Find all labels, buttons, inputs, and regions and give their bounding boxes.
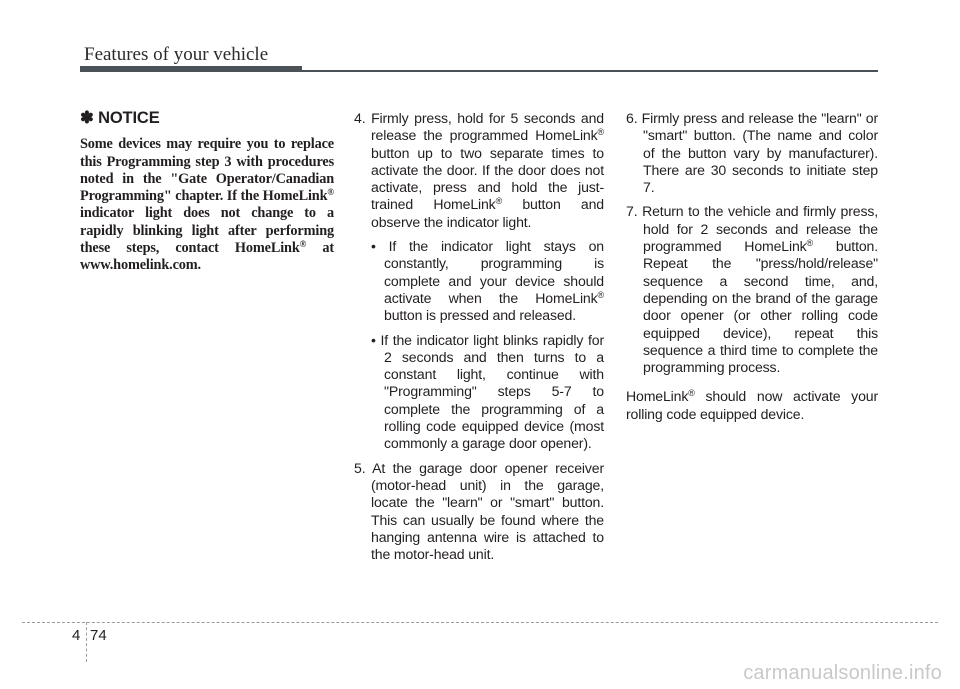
bullet-blinking-light: • If the indicator light blinks rapidly for 2 seconds and then turns to a constant light, continue with "Programming" steps 5-7 to complete the programming of a rolling code equipped device (most commonly a garage door opener).: [371, 331, 604, 452]
step-4: [354, 110, 604, 231]
page-number: 74: [90, 627, 107, 644]
header-rule: [302, 70, 878, 72]
final-text: should now activate your rolling code equipped device.: [626, 388, 878, 422]
notice-text: [80, 136, 334, 274]
chapter-number: 4: [72, 627, 81, 644]
step-7: [626, 203, 878, 376]
header-bar: [80, 66, 302, 72]
notice-heading: ✽ NOTICE: [80, 109, 160, 127]
step-text: button and observe the indicator light.: [371, 196, 605, 230]
registered-mark: ®: [806, 238, 814, 249]
bullet-constant-light: [354, 238, 604, 324]
bullet-text: button is pressed and released.: [384, 307, 577, 324]
step-text: 4. Firmly press, hold for 5 seconds and release the programmed HomeLink: [354, 110, 604, 144]
bullet-text: • If the indicator light stays on constantly, programming is complete and your device should activate when the HomeLink: [371, 238, 604, 306]
notice-text-part: indicator light does not change to a rapidly blinking light after performing these steps, contact HomeLink: [80, 205, 334, 257]
section-title: Features of your vehicle: [84, 44, 269, 65]
watermark: carmanualsonline.info: [743, 662, 942, 684]
step-5: 5. At the garage door opener receiver (motor-head unit) in the garage, locate the "learn" or "smart" button. This can usually be found where the hanging antenna wire is attached to the motor-head unit.: [354, 459, 604, 563]
notice-column: [80, 110, 334, 275]
registered-mark: ®: [597, 127, 604, 138]
step-text: button. Repeat the "press/hold/release" sequence a second time, and, depending on the brand of the garage door opener (or other rolling code equipped device), repeat this sequence a third time to complete the programming process.: [643, 238, 878, 376]
registered-mark: ®: [299, 239, 307, 250]
notice-text-part: at www.homelink.com.: [80, 240, 334, 274]
step-6: 6. Firmly press and release the "learn" or "smart" button. (The name and color of the button vary by manufacturer). There are 30 seconds to initiate step 7.: [626, 110, 878, 196]
instructions-column-2: [354, 110, 604, 570]
step-text: button up to two separate times to activate the door. If the door does not activate, press and hold the just-trained HomeLink: [371, 144, 604, 213]
final-note: [626, 388, 878, 423]
registered-mark: ®: [327, 187, 334, 198]
footer-rule: [22, 622, 938, 623]
instructions-column-3: [626, 110, 878, 423]
page-number-separator: [86, 622, 87, 662]
registered-mark: ®: [495, 196, 503, 207]
notice-text-part: Some devices may require you to replace this Programming step 3 with procedures noted in the "Gate Operator/Canadian Programming" chapter. If the HomeLink: [80, 136, 334, 205]
registered-mark: ®: [688, 388, 695, 399]
registered-mark: ®: [597, 289, 604, 300]
final-text: HomeLink: [626, 388, 689, 405]
step-text: 7. Return to the vehicle and firmly press, hold for 2 seconds and release the programmed HomeLink: [626, 203, 878, 255]
